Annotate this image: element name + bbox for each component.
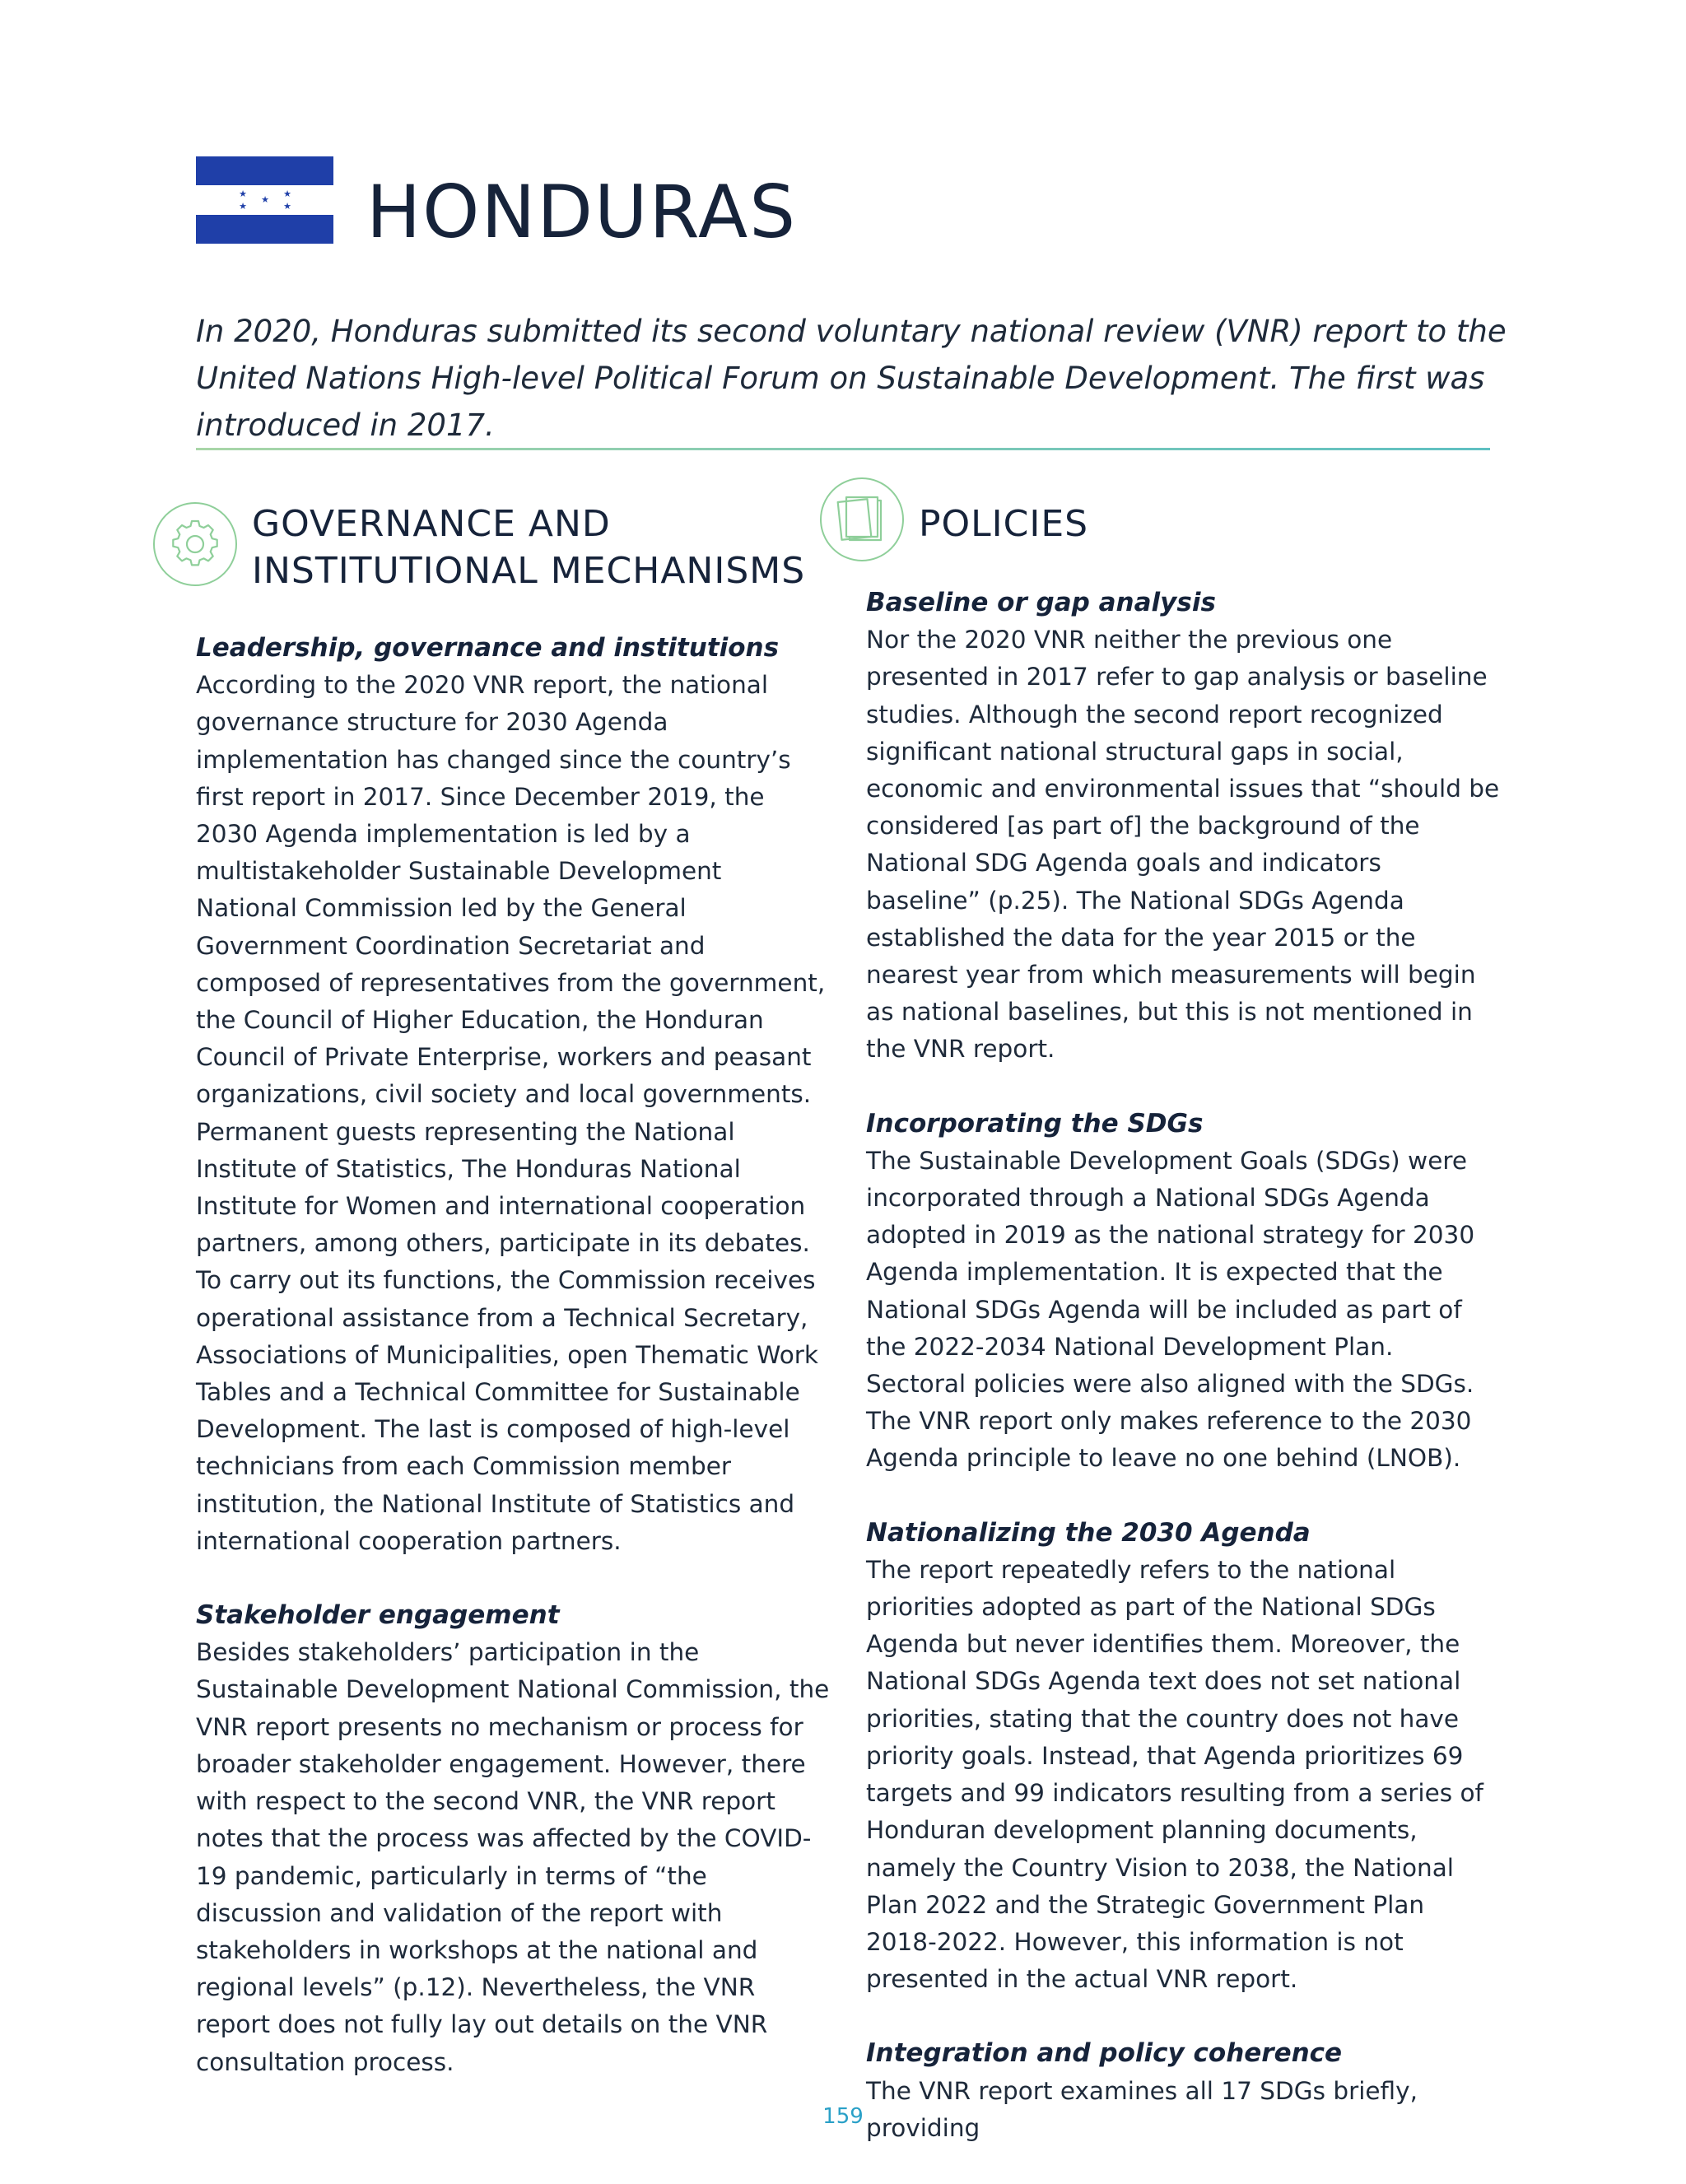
svg-text:★: ★: [239, 201, 247, 212]
governance-column: [196, 630, 830, 2118]
documents-icon: [818, 476, 906, 563]
subsection-heading-incorporating: Incorporating the SDGs: [866, 1108, 1204, 1139]
page-number: 159: [822, 2104, 864, 2129]
svg-text:★: ★: [283, 201, 291, 212]
subsection-heading-baseline: Baseline or gap analysis: [866, 588, 1216, 617]
policies-section-title: POLICIES: [919, 503, 1089, 545]
governance-section-title: GOVERNANCE AND INSTITUTIONAL MECHANISMS: [252, 503, 806, 592]
subsection-text-incorporating: The Sustainable Development Goals (SDGs) were incorporated through a National SDGs Agenda adopted in 2019 as the national strategy for 2030 Agenda implementation. It is expected that the National SDGs Agenda will be included as part of the 2022-2034 National Development Plan. Sectoral policies were also aligned with the SDGs. The VNR report only makes reference to the 2030 Agenda principle to leave no one behind (LNOB).: [866, 1146, 1475, 1473]
subsection-text-integration: The VNR report examines all 17 SDGs briefly, providing: [866, 2076, 1418, 2142]
subsection-text-nationalizing: The report repeatedly refers to the national priorities adopted as part of the National SDGs Agenda but never identifies them. Moreover, the National SDGs Agenda text does not set national priorities, stating that the country does not have priority goals. Instead, that Agenda prioritizes 69 targets and 99 indicators resulting from a series of Honduran development planning documents, namely the Country Vision to 2038, the National Plan 2022 and the Strategic Government Plan 2018-2022. However, this information is not presented in the actual VNR report.: [866, 1555, 1483, 1994]
subsection-heading-nationalizing: Nationalizing the 2030 Agenda: [866, 1517, 1311, 1548]
svg-text:★: ★: [239, 189, 247, 199]
subsection-text-leadership: According to the 2020 VNR report, the national governance structure for 2030 Agenda implementation has changed since the country’s first report in 2017. Since December 2019, the 2030 Agenda implementation is led by a multistakeholder Sustainable Development National Commission led by the General Government Coordination Secretariat and composed of representatives from the government, the Council of Higher Education, the Honduran Council of Private Enterprise, workers and peasant organizations, civil society and local governments. Permanent guests representing the National Institute of Statistics, The Honduras National Institute for Women and international cooperation partners, among others, participate in its debates. To carry out its functions, the Commission receives operational assistance from a Technical Secretary, Associations of Municipalities, open Thematic Work Tables and a Technical Committee for Sustainable Development. The last is composed of high-level technicians from each Commission member institution, the National Institute of Statistics and international cooperation partners.: [196, 671, 826, 1555]
page-title: HONDURAS: [366, 170, 798, 254]
gear-icon: [151, 501, 239, 588]
subsection-text-baseline: Nor the 2020 VNR neither the previous one presented in 2017 refer to gap analysis or baseline studies. Although the second report recognized significant national structural gaps in social, economic and environmental issues that “should be considered [as part of] the background of the National SDG Agenda goals and indicators baseline” (p.25). The National SDGs Agenda established the data for the year 2015 or the nearest year from which measurements will begin as national baselines, but this is not mentioned in the VNR report.: [866, 626, 1500, 1064]
subsection-heading-integration: Integration and policy coherence: [866, 2038, 1343, 2069]
honduras-flag-icon: [196, 156, 333, 244]
subsection-heading-leadership: Leadership, governance and institutions: [196, 633, 780, 663]
subsection-text-stakeholder: Besides stakeholders’ participation in the Sustainable Development National Commission, the VNR report presents no mechanism or process for broader stakeholder engagement. However, there with respect to the second VNR, the VNR report notes that the process was affected by the COVID-19 pandemic, particularly in terms of “the discussion and validation of the report with stakeholders in workshops at the national and regional levels” (p.12). Nevertheless, the VNR report does not fully lay out details on the VNR consultation process.: [196, 1638, 830, 2076]
intro-text: In 2020, Honduras submitted its second voluntary national review (VNR) report to the United Nations High-level Political Forum on Sustainable Development. The first was introduced in 2017.: [196, 314, 1507, 443]
policies-column: [866, 584, 1500, 2184]
svg-text:★: ★: [261, 194, 269, 205]
divider: [196, 448, 1490, 450]
subsection-heading-stakeholder: Stakeholder engagement: [196, 1600, 560, 1631]
svg-text:★: ★: [283, 189, 291, 199]
